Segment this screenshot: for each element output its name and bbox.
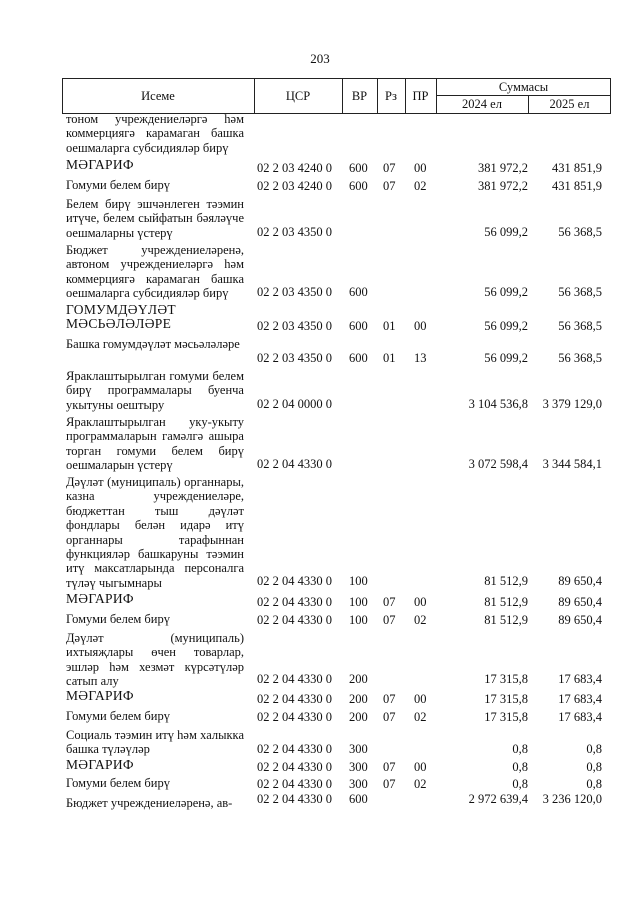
row-name: Башка гомумдәүләт мәсьәләләре xyxy=(66,337,240,351)
row-csr: 02 2 03 4240 0 xyxy=(257,161,332,175)
row-csr: 02 2 04 4330 0 xyxy=(257,742,332,756)
row-sum-2024: 56 099,2 xyxy=(484,319,528,333)
row-name: Социаль тәэмин итү һәм халыкка башка түләүләр xyxy=(66,728,244,757)
row-rz: 07 xyxy=(383,613,396,627)
row-rz: 07 xyxy=(383,595,396,609)
row-vr: 200 xyxy=(349,692,368,706)
row-name: МӘГАРИФ xyxy=(66,688,134,703)
row-sum-2025: 17 683,4 xyxy=(558,692,602,706)
row-pr: 00 xyxy=(414,161,427,175)
row-csr: 02 2 04 4330 0 xyxy=(257,792,332,806)
row-sum-2025: 89 650,4 xyxy=(558,613,602,627)
row-pr: 02 xyxy=(414,710,427,724)
row-pr: 02 xyxy=(414,179,427,193)
row-name: Бюджет учреждениеләренә, автоном учреждениеләргә һәм коммерциягә карамаган башка оешмаларга субсидияләр бирү xyxy=(66,243,244,301)
row-sum-2025: 56 368,5 xyxy=(558,285,602,299)
row-pr: 13 xyxy=(414,351,427,365)
table-row xyxy=(0,707,640,725)
table-row xyxy=(0,687,640,707)
row-sum-2025: 431 851,9 xyxy=(552,161,602,175)
row-sum-2025: 0,8 xyxy=(586,760,602,774)
row-sum-2025: 0,8 xyxy=(586,742,602,756)
row-csr: 02 2 04 0000 0 xyxy=(257,397,332,411)
row-vr: 600 xyxy=(349,179,368,193)
row-vr: 300 xyxy=(349,742,368,756)
row-sum-2025: 56 368,5 xyxy=(558,319,602,333)
row-sum-2024: 17 315,8 xyxy=(484,672,528,686)
row-sum-2025: 3 379 129,0 xyxy=(542,397,602,411)
header-vr: ВР xyxy=(351,89,368,103)
row-name: Бюджет учреждениеләренә, ав- xyxy=(66,796,233,810)
row-csr: 02 2 03 4350 0 xyxy=(257,285,332,299)
row-name: тоном учреждениеләргә һәм коммерциягә карамаган башка оешмаларга субсидияләр бирү xyxy=(66,112,244,155)
row-csr: 02 2 04 4330 0 xyxy=(257,672,332,686)
row-sum-2024: 56 099,2 xyxy=(484,225,528,239)
table-row xyxy=(0,240,640,300)
row-name: Гомуми белем бирү xyxy=(66,709,170,723)
table-row xyxy=(0,194,640,240)
row-sum-2025: 17 683,4 xyxy=(558,672,602,686)
row-sum-2025: 3 236 120,0 xyxy=(542,792,602,806)
row-name: Гомуми белем бирү xyxy=(66,178,170,192)
row-sum-2024: 3 072 598,4 xyxy=(468,457,528,471)
row-rz: 07 xyxy=(383,692,396,706)
row-sum-2024: 81 512,9 xyxy=(484,613,528,627)
table-row xyxy=(0,725,640,757)
row-csr: 02 2 03 4350 0 xyxy=(257,351,332,365)
row-name: Гомуми белем бирү xyxy=(66,776,170,790)
row-csr: 02 2 04 4330 0 xyxy=(257,457,332,471)
row-csr: 02 2 04 4330 0 xyxy=(257,710,332,724)
header-csr: ЦСР xyxy=(285,89,311,103)
row-sum-2025: 56 368,5 xyxy=(558,225,602,239)
row-rz: 07 xyxy=(383,760,396,774)
row-csr: 02 2 03 4350 0 xyxy=(257,319,332,333)
row-sum-2024: 381 972,2 xyxy=(478,161,528,175)
row-csr: 02 2 04 4330 0 xyxy=(257,777,332,791)
table-header xyxy=(62,78,611,114)
row-sum-2025: 17 683,4 xyxy=(558,710,602,724)
row-sum-2024: 2 972 639,4 xyxy=(468,792,528,806)
table-row xyxy=(0,334,640,366)
row-name: Яраклаштырылган уку-укыту программаларын гамәлгә ашыра торган гомуми белем бирү оешмаларын үстерү xyxy=(66,415,244,473)
row-rz: 07 xyxy=(383,161,396,175)
table-row xyxy=(0,300,640,334)
table-row xyxy=(0,155,640,176)
row-vr: 100 xyxy=(349,613,368,627)
table-row xyxy=(0,176,640,194)
row-rz: 01 xyxy=(383,319,396,333)
row-rz: 01 xyxy=(383,351,396,365)
row-name: Дәүләт (муниципаль) органнары, казна учреждениеләре, бюджеттан тыш дәүләт фондлары белән идарә итү органнары тарафыннан функцияләр башкаруны тәэмин итү максатларында персоналга түләү чыгымнары xyxy=(66,475,244,590)
table-row xyxy=(0,628,640,687)
row-vr: 600 xyxy=(349,351,368,365)
row-csr: 02 2 03 4350 0 xyxy=(257,225,332,239)
row-pr: 02 xyxy=(414,613,427,627)
row-sum-2025: 0,8 xyxy=(586,777,602,791)
row-vr: 600 xyxy=(349,319,368,333)
row-sum-2024: 56 099,2 xyxy=(484,351,528,365)
row-name: МӘГАРИФ xyxy=(66,157,134,172)
header-pr: ПР xyxy=(412,89,429,103)
row-pr: 00 xyxy=(414,319,427,333)
row-sum-2024: 17 315,8 xyxy=(484,710,528,724)
row-csr: 02 2 04 4330 0 xyxy=(257,760,332,774)
row-sum-2024: 56 099,2 xyxy=(484,285,528,299)
row-sum-2025: 89 650,4 xyxy=(558,574,602,588)
table-row xyxy=(0,472,640,589)
row-name: МӘГАРИФ xyxy=(66,757,134,772)
page-number: 203 xyxy=(310,51,330,66)
row-pr: 00 xyxy=(414,760,427,774)
row-csr: 02 2 04 4330 0 xyxy=(257,692,332,706)
header-2024: 2024 ел xyxy=(462,97,502,111)
row-sum-2024: 0,8 xyxy=(512,760,528,774)
row-sum-2024: 381 972,2 xyxy=(478,179,528,193)
row-rz: 07 xyxy=(383,710,396,724)
header-rz: Рз xyxy=(385,89,397,103)
row-vr: 600 xyxy=(349,792,368,806)
row-pr: 02 xyxy=(414,777,427,791)
row-name: ГОМУМДӘҮЛӘТ МӘСЬӘЛӘЛӘРЕ xyxy=(66,302,176,332)
table-row xyxy=(0,112,640,155)
row-sum-2025: 89 650,4 xyxy=(558,595,602,609)
row-sum-2024: 3 104 536,8 xyxy=(468,397,528,411)
header-name: Исеме xyxy=(141,89,175,103)
row-rz: 07 xyxy=(383,179,396,193)
row-name: МӘГАРИФ xyxy=(66,591,134,606)
header-sums: Суммасы xyxy=(498,80,549,94)
row-name: Яраклаштырылган гомуми белем бирү программалары буенча укытуны оештыру xyxy=(66,369,244,412)
row-sum-2024: 0,8 xyxy=(512,742,528,756)
row-sum-2024: 17 315,8 xyxy=(484,692,528,706)
row-vr: 100 xyxy=(349,574,368,588)
row-pr: 00 xyxy=(414,595,427,609)
table-row xyxy=(0,610,640,628)
row-vr: 600 xyxy=(349,161,368,175)
header-2025: 2025 ел xyxy=(549,97,590,111)
table-row xyxy=(0,412,640,472)
row-sum-2025: 56 368,5 xyxy=(558,351,602,365)
row-name: Дәүләт (муниципаль) ихтыяҗлары өчен товарлар, эшләр һәм хезмәт күрсәтүләр сатып алу xyxy=(66,631,244,689)
row-sum-2024: 81 512,9 xyxy=(484,574,528,588)
row-vr: 200 xyxy=(349,710,368,724)
row-csr: 02 2 03 4240 0 xyxy=(257,179,332,193)
table-row xyxy=(0,757,640,775)
table-row xyxy=(0,792,640,811)
table-row xyxy=(0,589,640,610)
row-vr: 200 xyxy=(349,672,368,686)
row-sum-2025: 431 851,9 xyxy=(552,179,602,193)
row-sum-2024: 0,8 xyxy=(512,777,528,791)
row-csr: 02 2 04 4330 0 xyxy=(257,595,332,609)
row-sum-2024: 81 512,9 xyxy=(484,595,528,609)
row-csr: 02 2 04 4330 0 xyxy=(257,574,332,588)
row-sum-2025: 3 344 584,1 xyxy=(542,457,602,471)
row-rz: 07 xyxy=(383,777,396,791)
row-csr: 02 2 04 4330 0 xyxy=(257,613,332,627)
row-vr: 100 xyxy=(349,595,368,609)
row-pr: 00 xyxy=(414,692,427,706)
table-row xyxy=(0,775,640,792)
row-name: Гомуми белем бирү xyxy=(66,612,170,626)
row-name: Белем бирү эшчәнлеген тәэмин итүче, белем сыйфатын бәяләүче оешмаларны үстерү xyxy=(66,197,244,240)
table-row xyxy=(0,366,640,412)
row-vr: 600 xyxy=(349,285,368,299)
row-vr: 300 xyxy=(349,777,368,791)
row-vr: 300 xyxy=(349,760,368,774)
